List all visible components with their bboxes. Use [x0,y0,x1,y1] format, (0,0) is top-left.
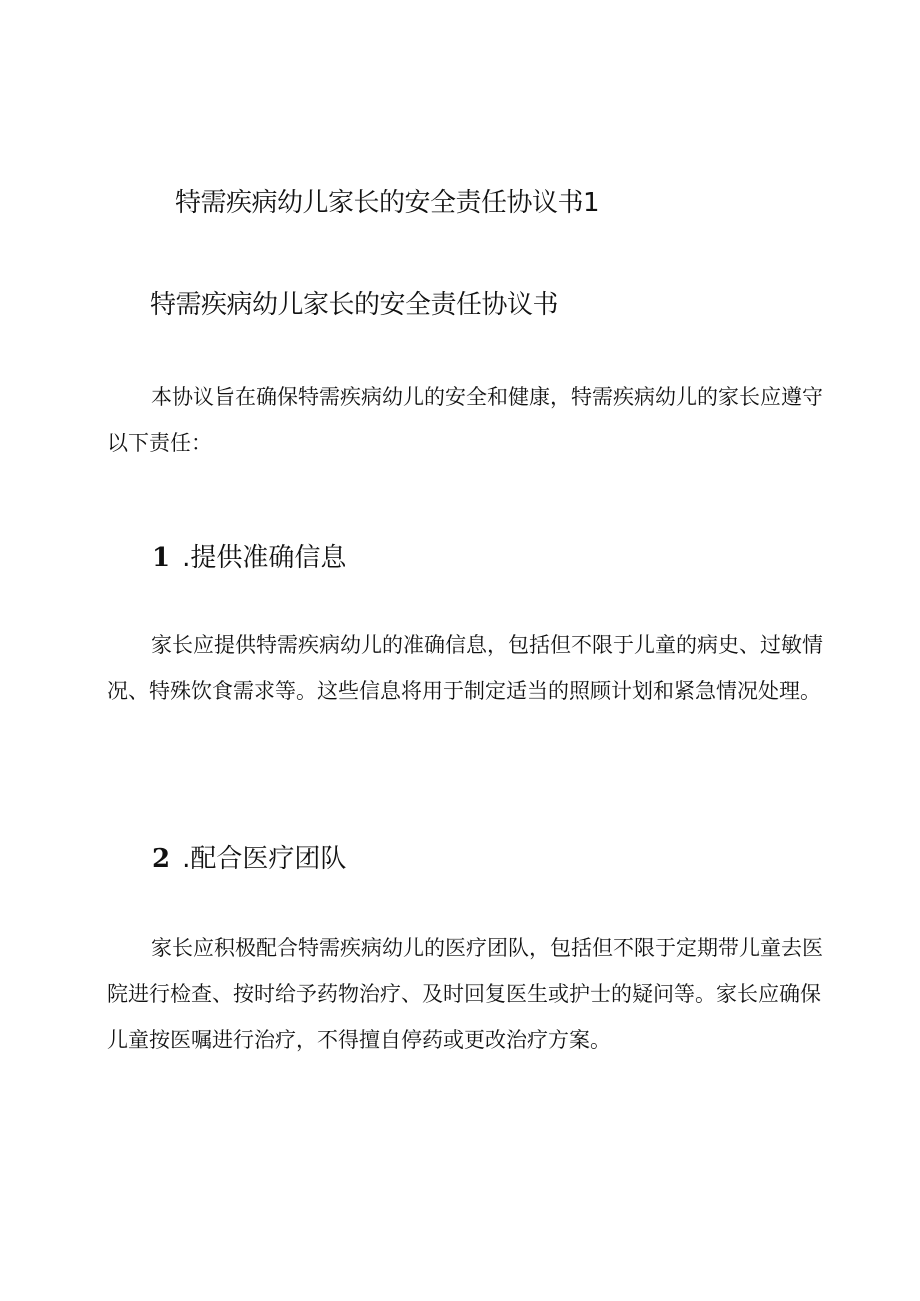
section-body-2: 家长应积极配合特需疾病幼儿的医疗团队，包括但不限于定期带儿童去医院进行检查、按时给予药物治疗、及时回复医生或护士的疑问等。家长应确保儿童按医嘱进行治疗，不得擅自停药或更改治疗方案。 [107,936,823,1052]
section-heading-2 [152,838,346,875]
section-body-1: 家长应提供特需疾病幼儿的准确信息，包括但不限于儿童的病史、过敏情况、特殊饮食需求等。这些信息将用于制定适当的照顾计划和紧急情况处理。 [107,633,823,703]
document-title: 特需疾病幼儿家长的安全责任协议书1 [175,188,600,218]
section-title-1: .提供准确信息 [182,543,347,573]
section-number-2: 2 [152,844,171,874]
intro-paragraph: 本协议旨在确保特需疾病幼儿的安全和健康，特需疾病幼儿的家长应遵守以下责任： [107,385,823,455]
section-title-2: .配合医疗团队 [182,844,347,874]
section-heading-1 [152,537,346,574]
section-number-1: 1 [152,543,171,573]
document-subtitle: 特需疾病幼儿家长的安全责任协议书 [150,290,559,320]
